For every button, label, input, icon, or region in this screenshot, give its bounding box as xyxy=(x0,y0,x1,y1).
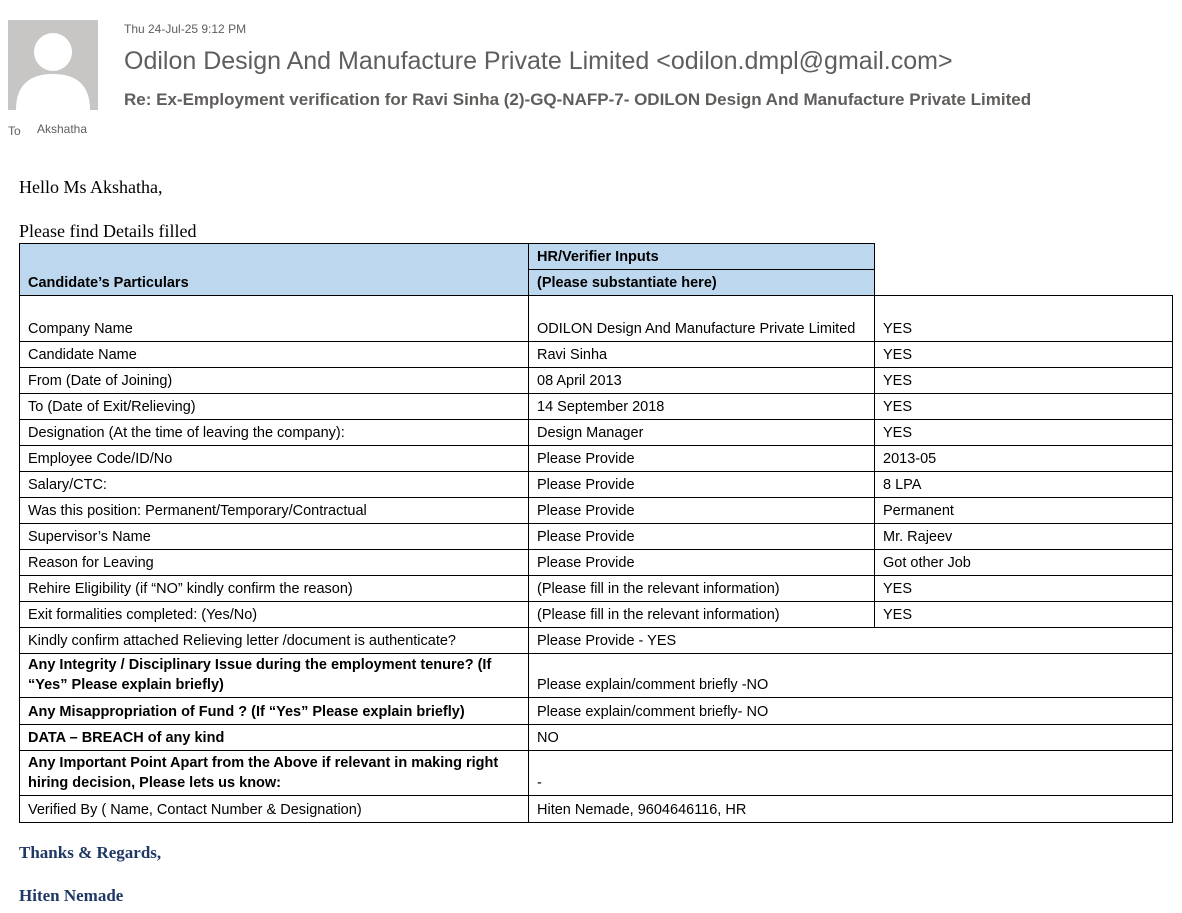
row-value: YES xyxy=(874,419,1173,446)
row-label: Rehire Eligibility (if “NO” kindly confirm the reason) xyxy=(19,575,529,602)
row-value: Permanent xyxy=(874,497,1173,524)
row-input: (Please fill in the relevant information) xyxy=(528,575,875,602)
wide-row-label: DATA – BREACH of any kind xyxy=(19,724,529,751)
row-label: Company Name xyxy=(19,295,529,342)
header-substantiate: (Please substantiate here) xyxy=(528,269,875,296)
closing-line: Thanks & Regards, xyxy=(19,843,162,862)
row-label: Candidate Name xyxy=(19,341,529,368)
row-value: Got other Job xyxy=(874,549,1173,576)
row-input: ODILON Design And Manufacture Private Limited xyxy=(528,295,875,342)
row-label: Salary/CTC: xyxy=(19,471,529,498)
row-label: From (Date of Joining) xyxy=(19,367,529,394)
wide-row-label: Any Important Point Apart from the Above if relevant in making right hiring decision, Please lets us know: xyxy=(19,750,529,796)
row-input: Please Provide xyxy=(528,497,875,524)
wide-row-input: Please Provide - YES xyxy=(528,627,1173,654)
person-icon xyxy=(8,20,98,110)
row-input: 14 September 2018 xyxy=(528,393,875,420)
row-value: YES xyxy=(874,575,1173,602)
wide-row-input: NO xyxy=(528,724,1173,751)
row-input: Please Provide xyxy=(528,445,875,472)
row-value: YES xyxy=(874,393,1173,420)
row-label: Reason for Leaving xyxy=(19,549,529,576)
sender-avatar xyxy=(8,20,98,110)
row-input: Ravi Sinha xyxy=(528,341,875,368)
sender-name[interactable]: Odilon Design And Manufacture Private Limited <odilon.dmpl@gmail.com> xyxy=(124,47,953,75)
email-subject: Re: Ex-Employment verification for Ravi Sinha (2)-GQ-NAFP-7- ODILON Design And Manufacture Private Limited xyxy=(124,90,1032,109)
row-input: Please Provide xyxy=(528,549,875,576)
intro-line: Please find Details filled xyxy=(19,221,197,241)
row-value: 2013-05 xyxy=(874,445,1173,472)
row-value: YES xyxy=(874,341,1173,368)
to-label: To xyxy=(8,124,21,138)
row-value: Mr. Rajeev xyxy=(874,523,1173,550)
row-label: Supervisor’s Name xyxy=(19,523,529,550)
wide-row-input: Please explain/comment briefly -NO xyxy=(528,653,1173,698)
wide-row-label: Any Integrity / Disciplinary Issue during the employment tenure? (If “Yes” Please explain briefly) xyxy=(19,653,529,698)
row-input: Please Provide xyxy=(528,471,875,498)
row-value: 8 LPA xyxy=(874,471,1173,498)
row-label: Employee Code/ID/No xyxy=(19,445,529,472)
wide-row-label: Verified By ( Name, Contact Number & Designation) xyxy=(19,795,529,823)
wide-row-input: Please explain/comment briefly- NO xyxy=(528,697,1173,725)
header-hr-verifier-inputs: HR/Verifier Inputs xyxy=(528,243,875,270)
row-input: Please Provide xyxy=(528,523,875,550)
wide-row-input: Hiten Nemade, 9604646116, HR xyxy=(528,795,1173,823)
row-input: 08 April 2013 xyxy=(528,367,875,394)
verification-table xyxy=(19,243,1174,822)
row-label: Exit formalities completed: (Yes/No) xyxy=(19,601,529,628)
row-label: To (Date of Exit/Relieving) xyxy=(19,393,529,420)
wide-row-label: Any Misappropriation of Fund ? (If “Yes” Please explain briefly) xyxy=(19,697,529,725)
row-input: Design Manager xyxy=(528,419,875,446)
row-label: Designation (At the time of leaving the company): xyxy=(19,419,529,446)
wide-row-label: Kindly confirm attached Relieving letter /document is authenticate? xyxy=(19,627,529,654)
greeting: Hello Ms Akshatha, xyxy=(19,177,163,197)
row-label: Was this position: Permanent/Temporary/Contractual xyxy=(19,497,529,524)
recipient-name[interactable]: Akshatha xyxy=(37,122,88,136)
row-value: YES xyxy=(874,601,1173,628)
sent-date: Thu 24-Jul-25 9:12 PM xyxy=(124,22,247,36)
signature-name: Hiten Nemade xyxy=(19,886,124,905)
header-candidate-particulars: Candidate’s Particulars xyxy=(19,243,529,296)
row-input: (Please fill in the relevant information) xyxy=(528,601,875,628)
row-value: YES xyxy=(874,367,1173,394)
wide-row-input: - xyxy=(528,750,1173,796)
row-value: YES xyxy=(874,295,1173,342)
